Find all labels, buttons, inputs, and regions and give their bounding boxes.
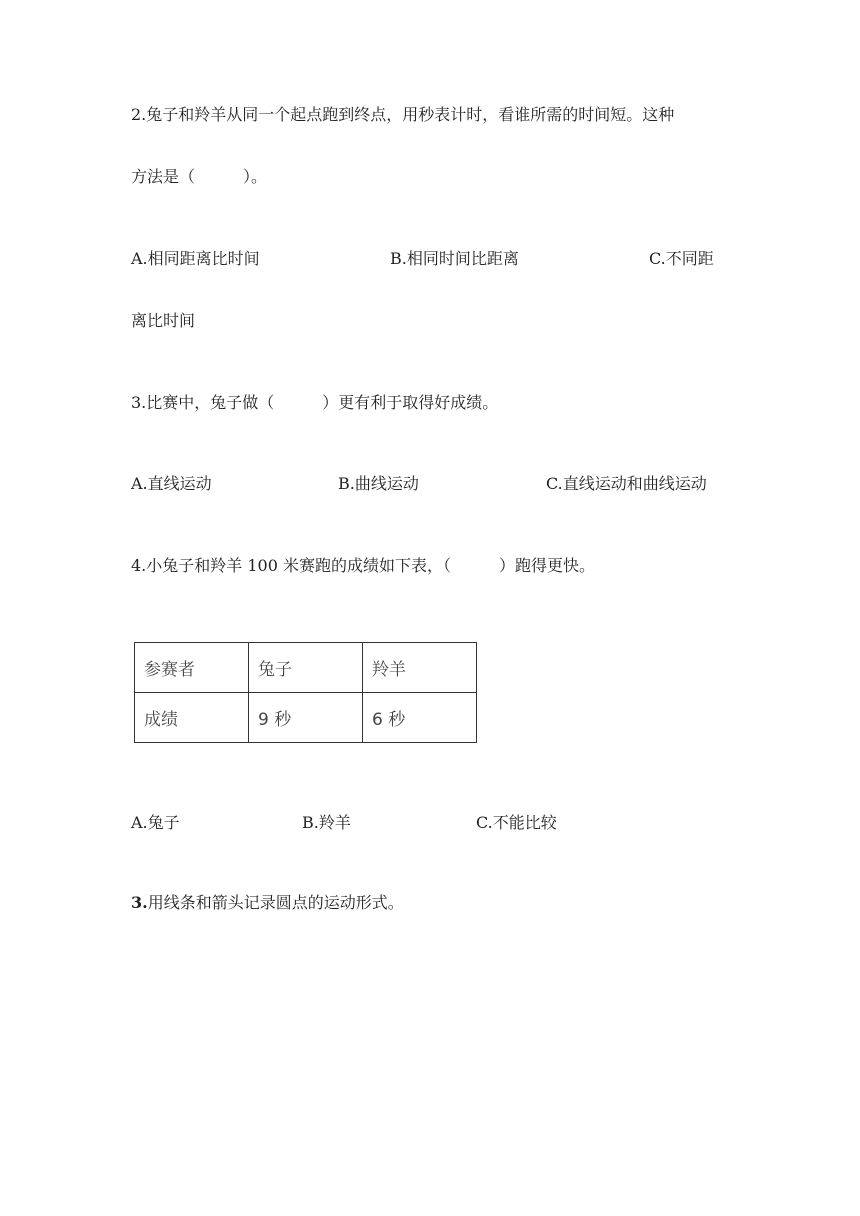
q2-option-c-part2: 离比时间 — [131, 311, 196, 330]
table-row — [135, 693, 477, 743]
table-cell-antelope: 羚羊 — [363, 643, 477, 693]
q3-stem: 3.比赛中，兔子做（ ）更有利于取得好成绩。 — [131, 393, 499, 412]
table-header-row — [135, 643, 477, 693]
q4-option-c: C.不能比较 — [476, 813, 557, 832]
q2-stem-line1: 2.兔子和羚羊从同一个起点跑到终点，用秒表计时，看谁所需的时间短。这种 — [131, 105, 675, 124]
table-cell-rabbit-time: 9 秒 — [249, 693, 363, 743]
section-3-heading — [131, 893, 404, 913]
q3-option-a: A.直线运动 — [131, 474, 212, 493]
q2-option-a: A.相同距离比时间 — [131, 249, 260, 268]
section-3-number: 3. — [131, 893, 148, 912]
q4-stem: 4.小兔子和羚羊 100 米赛跑的成绩如下表，（ ）跑得更快。 — [131, 556, 595, 575]
q2-option-c-part1: C.不同距 — [649, 249, 714, 268]
table-cell-participant-label: 参赛者 — [135, 643, 249, 693]
q3-option-c: C.直线运动和曲线运动 — [546, 474, 707, 493]
q2-stem-line2: 方法是（ ）。 — [131, 167, 268, 186]
table-cell-rabbit: 兔子 — [249, 643, 363, 693]
section-3-text: 用线条和箭头记录圆点的运动形式。 — [147, 893, 404, 912]
race-results-table — [134, 642, 477, 743]
table-cell-antelope-time: 6 秒 — [363, 693, 477, 743]
q4-option-b: B.羚羊 — [302, 813, 351, 832]
table-cell-result-label: 成绩 — [135, 693, 249, 743]
q4-option-a: A.兔子 — [131, 813, 180, 832]
q2-option-b: B.相同时间比距离 — [390, 249, 519, 268]
q3-option-b: B.曲线运动 — [338, 474, 419, 493]
